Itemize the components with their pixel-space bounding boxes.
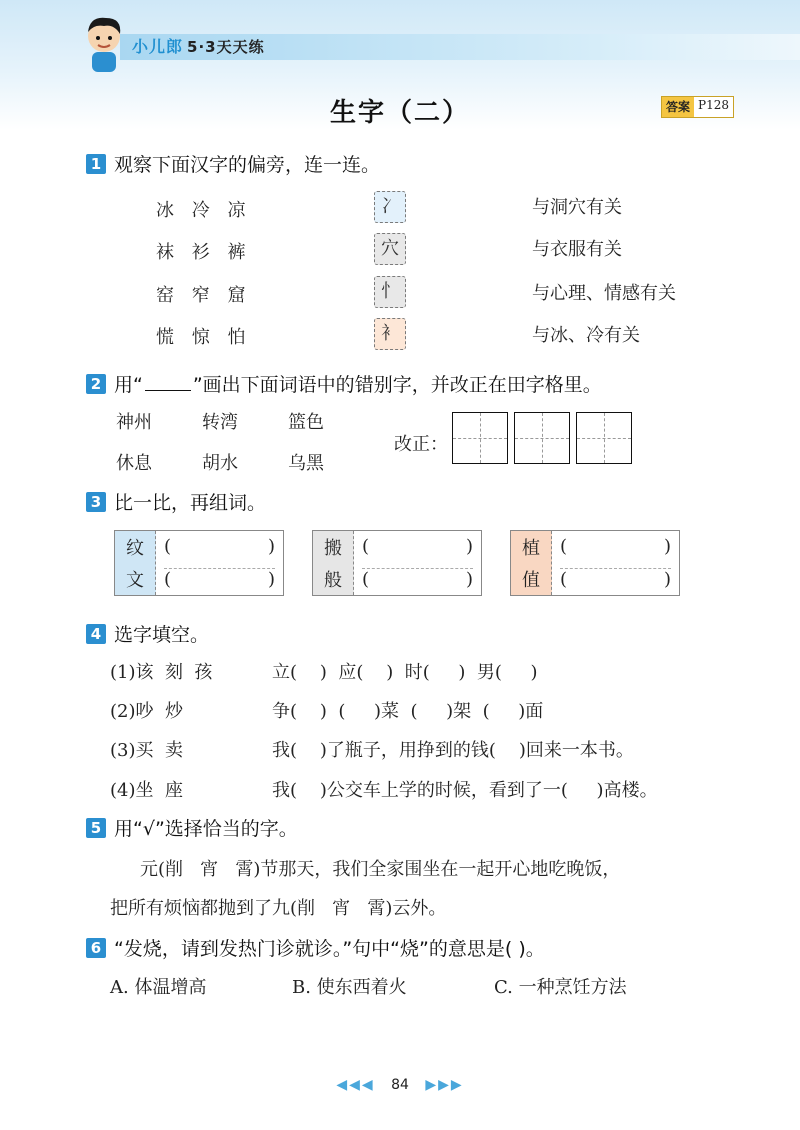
arrow-right-icon: ▶▶▶ — [425, 1077, 464, 1093]
q2-word: 休息 — [116, 453, 152, 474]
word-blank[interactable]: ( ) — [362, 568, 473, 590]
radical-box-cloth: 衤 — [374, 318, 406, 350]
answer-page-badge: 答案 P128 — [661, 96, 734, 118]
word-blank[interactable]: ( ) — [560, 568, 671, 590]
q6-prompt: 6 “发烧，请到发热门诊就诊。”句中“烧”的意思是( )。 — [86, 934, 545, 961]
tianzige-grid-1[interactable] — [452, 412, 508, 464]
q4-prompt: 4 选字填空。 — [86, 620, 209, 647]
boy-mascot-icon — [80, 14, 128, 74]
q2-word: 胡水 — [202, 453, 238, 474]
q4-row4-text: 我( )公交车上学的时候，看到了一( )高楼。 — [272, 780, 658, 801]
compare-box-2: 搬 般 ( ) ( ) — [312, 530, 482, 596]
q2-prompt: 2 用“ ”画出下面词语中的错别字，并改正在田字格里。 — [86, 370, 602, 397]
q4-row3-chars: (3)买 卖 — [110, 740, 183, 761]
q1-right-2: 与衣服有关 — [532, 239, 622, 260]
q1-right-1: 与洞穴有关 — [532, 197, 622, 218]
q2-word: 转湾 — [202, 412, 238, 433]
compare-box-3: 植 值 ( ) ( ) — [510, 530, 680, 596]
arrow-left-icon: ◀◀◀ — [336, 1077, 375, 1093]
option-b[interactable]: B. 使东西着火 — [292, 977, 407, 998]
q4-row3-text: 我( )了瓶子，用挣到的钱( )回来一本书。 — [272, 740, 634, 761]
q4-row1-chars: (1)该 刻 孩 — [110, 662, 213, 683]
q2-word: 神州 — [116, 412, 152, 433]
q1-right-3: 与心理、情感有关 — [532, 283, 676, 304]
q5-line1: 元(削 宵 霄)节那天，我们全家围坐在一起开心地吃晚饭， — [140, 859, 621, 880]
page-footer — [0, 1077, 800, 1093]
radical-box-cave: 穴 — [374, 233, 406, 265]
q1-left-4: 慌 惊 怕 — [156, 327, 252, 348]
word-blank[interactable]: ( ) — [362, 536, 473, 558]
q3-prompt: 3 比一比，再组词。 — [86, 488, 266, 515]
q5-prompt: 5 用“√”选择恰当的字。 — [86, 814, 298, 841]
radical-box-heart: 忄 — [374, 276, 406, 308]
word-blank[interactable]: ( ) — [164, 568, 275, 590]
tianzige-grid-2[interactable] — [514, 412, 570, 464]
q1-left-3: 窑 窄 窟 — [156, 285, 252, 306]
word-blank[interactable]: ( ) — [164, 536, 275, 558]
q2-word: 篮色 — [288, 412, 324, 433]
underline-sample — [145, 376, 191, 391]
tianzige-grid-3[interactable] — [576, 412, 632, 464]
page-number: 84 — [391, 1077, 409, 1093]
option-c[interactable]: C. 一种烹饪方法 — [494, 977, 627, 998]
q4-row2-chars: (2)吵 炒 — [110, 701, 183, 722]
q5-line2: 把所有烦恼都抛到了九(削 宵 霄)云外。 — [110, 898, 447, 919]
q4-row2-text: 争( ) ( )菜 ( )架 ( )面 — [272, 701, 544, 722]
q2-fix-label: 改正： — [394, 434, 448, 455]
q1-prompt: 1 观察下面汉字的偏旁，连一连。 — [86, 150, 380, 177]
option-a[interactable]: A. 体温增高 — [110, 977, 207, 998]
brand-logo: 小儿郎 5·3天天练 — [132, 37, 265, 56]
q1-left-2: 袜 衫 裤 — [156, 242, 252, 263]
q4-row1-text: 立( ) 应( ) 时( ) 男( ) — [272, 662, 538, 683]
page-title: 生字（二） — [329, 98, 470, 128]
radical-box-ice: 冫 — [374, 191, 406, 223]
q2-word: 乌黑 — [288, 453, 324, 474]
q4-row4-chars: (4)坐 座 — [110, 780, 183, 801]
compare-box-1: 纹 文 ( ) ( ) — [114, 530, 284, 596]
q1-right-4: 与冰、冷有关 — [532, 325, 640, 346]
q1-left-1: 冰 冷 凉 — [156, 200, 252, 221]
word-blank[interactable]: ( ) — [560, 536, 671, 558]
